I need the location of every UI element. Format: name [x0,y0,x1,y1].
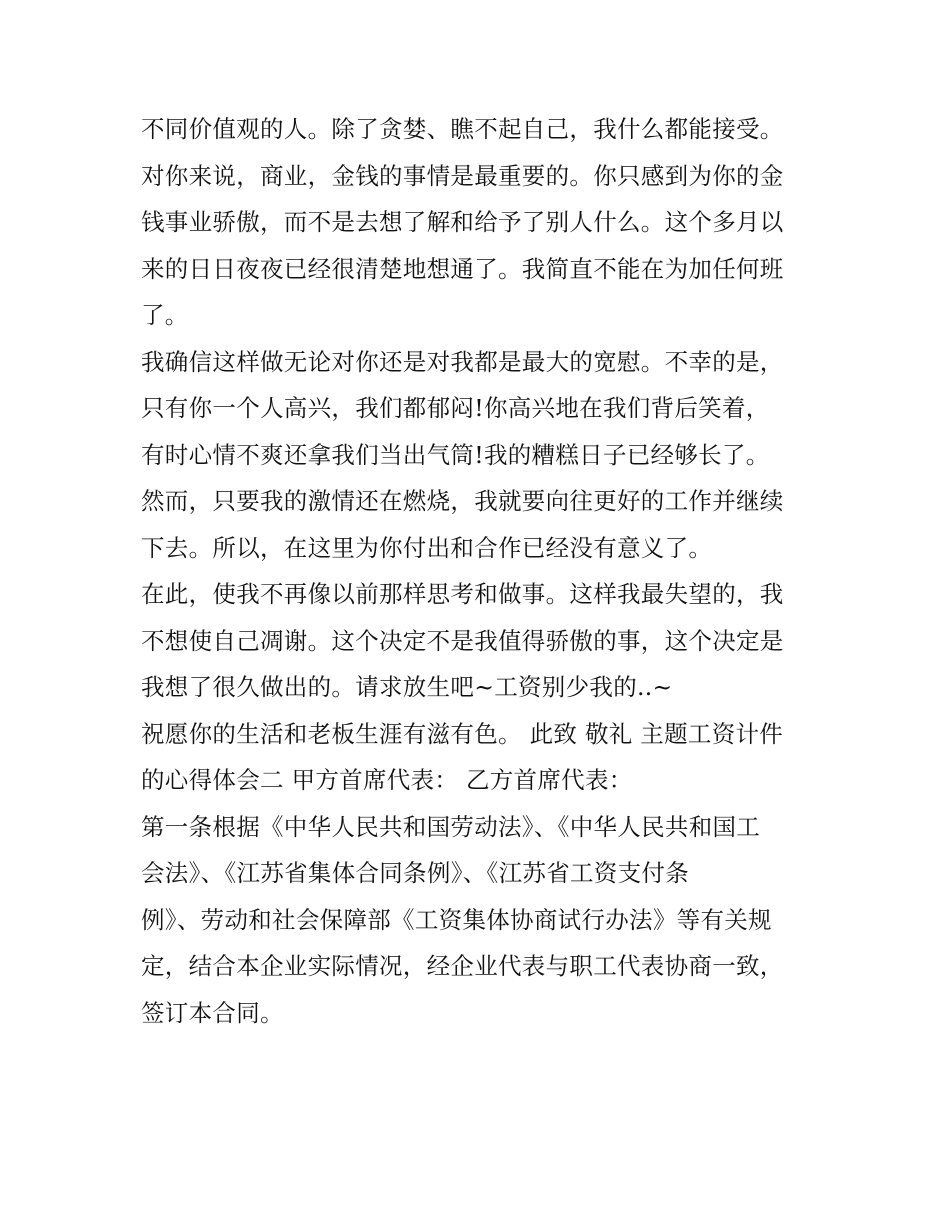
text-line: 了。 [141,301,189,329]
text-line: 在此，使我不再像以前那样思考和做事。这样我最失望的，我 [141,580,784,608]
text-line: 签订本合同。 [141,998,284,1027]
text-line: 祝愿你的生活和老板生涯有滋有色。 此致 敬礼 主题工资计件 [141,719,784,748]
text-line: 下去。所以，在这里为你付出和合作已经没有意义了。 [141,533,713,562]
text-line: 来的日日夜夜已经很清楚地想通了。我简直不能在为加任何班 [141,254,784,283]
text-line: 只有你一个人高兴，我们都郁闷!你高兴地在我们背后笑着， [141,394,770,422]
text-line: 我确信这样做无论对你还是对我都是最大的宽慰。不幸的是， [141,347,784,376]
text-line: 定，结合本企业实际情况，经企业代表与职工代表协商一致， [141,952,784,980]
text-line: 例》、劳动和社会保障部《工资集体协商试行办法》等有关规 [141,905,772,934]
text-line: 不同价值观的人。除了贪婪、瞧不起自己，我什么都能接受。 [141,115,784,143]
text-line: 有时心情不爽还拿我们当出气筒!我的糟糕日子已经够长了。 [141,440,770,469]
document-body [141,106,821,1036]
text-line: 不想使自己凋谢。这个决定不是我值得骄傲的事，这个决定是 [141,626,784,655]
text-line: 的心得体会二 甲方首席代表： 乙方首席代表： [141,766,633,794]
text-line: 我想了很久做出的。请求放生吧~工资别少我的..~ [141,673,673,701]
text-line: 会法》、《江苏省集体合同条例》、《江苏省工资支付条 [141,859,689,887]
text-line: 对你来说，商业，金钱的事情是最重要的。你只感到为你的金 [141,161,784,190]
text-line: 然而，只要我的激情还在燃烧，我就要向往更好的工作并继续 [141,487,784,515]
text-line: 钱事业骄傲，而不是去想了解和给予了别人什么。这个多月以 [141,208,784,236]
text-line: 第一条根据《中华人民共和国劳动法》、《中华人民共和国工 [141,812,761,841]
